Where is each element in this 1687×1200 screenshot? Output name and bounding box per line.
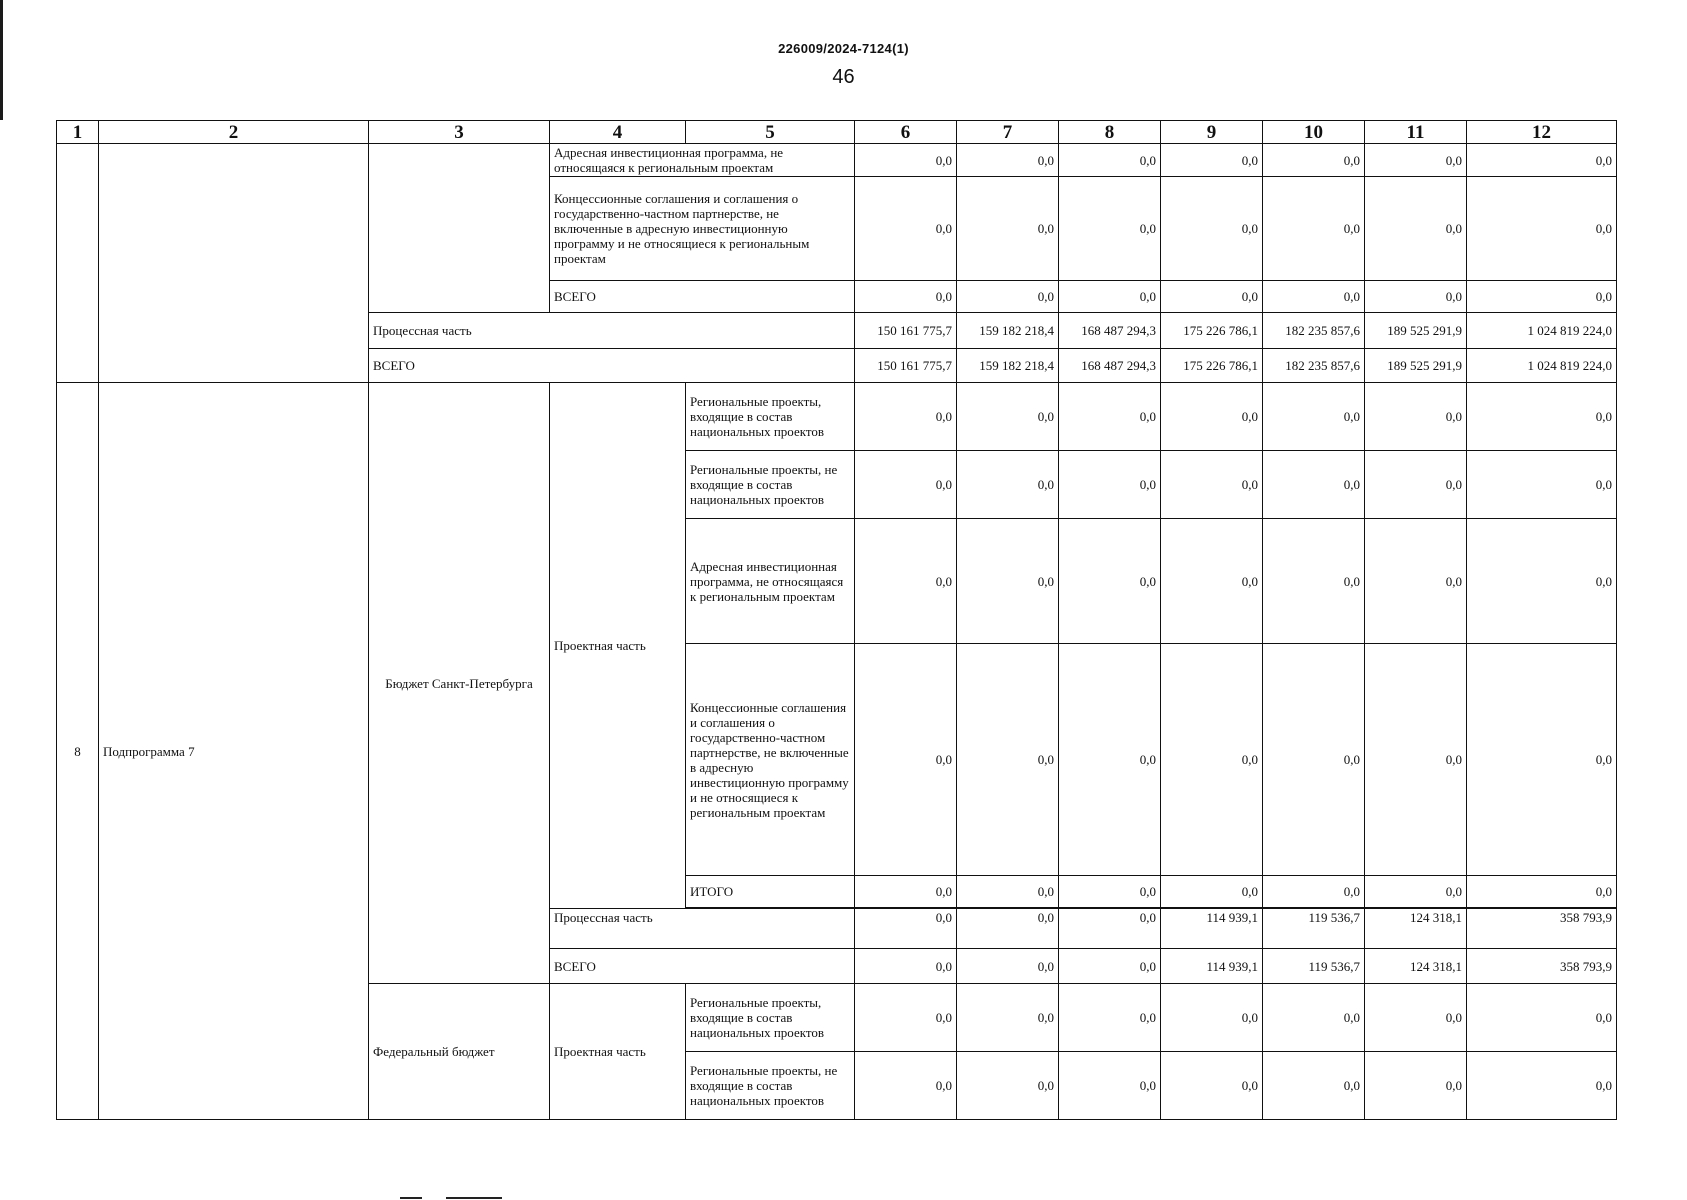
value-cell: 175 226 786,1 xyxy=(1161,313,1263,349)
value-cell: 150 161 775,7 xyxy=(855,349,957,383)
value-cell: 0,0 xyxy=(1161,1052,1263,1120)
value-cell: 0,0 xyxy=(1467,876,1617,908)
empty-cell xyxy=(99,144,369,383)
value-cell: 0,0 xyxy=(1365,177,1467,281)
document-number: 226009/2024-7124(1) xyxy=(778,41,909,56)
value-cell: 0,0 xyxy=(1365,519,1467,644)
value-cell: 0,0 xyxy=(1059,519,1161,644)
value-cell: 0,0 xyxy=(1161,281,1263,313)
value-cell: 0,0 xyxy=(1263,876,1365,908)
value-cell: 0,0 xyxy=(957,984,1059,1052)
row-label: Региональные проекты, не входящие в состав национальных проектов xyxy=(686,451,855,519)
value-cell: 0,0 xyxy=(855,876,957,908)
value-cell: 189 525 291,9 xyxy=(1365,313,1467,349)
empty-cell xyxy=(57,144,99,383)
value-cell: 0,0 xyxy=(957,519,1059,644)
col-header: 3 xyxy=(369,121,550,144)
value-cell: 358 793,9 xyxy=(1467,909,1617,949)
value-cell: 0,0 xyxy=(855,949,957,984)
value-cell: 0,0 xyxy=(1365,281,1467,313)
value-cell: 0,0 xyxy=(855,519,957,644)
value-cell: 0,0 xyxy=(855,281,957,313)
column-header-row xyxy=(57,121,1617,144)
value-cell: 0,0 xyxy=(855,1052,957,1120)
value-cell: 0,0 xyxy=(1059,451,1161,519)
col-header: 12 xyxy=(1467,121,1617,144)
value-cell: 0,0 xyxy=(855,451,957,519)
value-cell: 0,0 xyxy=(1467,984,1617,1052)
row-label: ВСЕГО xyxy=(550,281,855,313)
table-row xyxy=(57,383,1617,451)
value-cell: 0,0 xyxy=(957,949,1059,984)
value-cell: 0,0 xyxy=(957,281,1059,313)
value-cell: 150 161 775,7 xyxy=(855,313,957,349)
value-cell: 182 235 857,6 xyxy=(1263,313,1365,349)
value-cell: 0,0 xyxy=(1467,644,1617,876)
row-number: 8 xyxy=(57,383,99,1120)
value-cell: 0,0 xyxy=(1263,519,1365,644)
row-label: Концессионные соглашения и соглашения о государственно-частном партнерстве, не включенные в адресную инвестиционную программу и не относящиеся к региональным проектам xyxy=(550,177,855,281)
empty-cell xyxy=(369,144,550,313)
value-cell: 0,0 xyxy=(1161,984,1263,1052)
value-cell: 119 536,7 xyxy=(1263,949,1365,984)
scan-artifact-line xyxy=(446,1197,502,1199)
value-cell: 189 525 291,9 xyxy=(1365,349,1467,383)
value-cell: 124 318,1 xyxy=(1365,909,1467,949)
value-cell: 0,0 xyxy=(1467,451,1617,519)
page-number: 46 xyxy=(832,66,855,88)
value-cell: 0,0 xyxy=(1161,383,1263,451)
row-label: ВСЕГО xyxy=(550,949,855,984)
value-cell: 0,0 xyxy=(1365,1052,1467,1120)
value-cell: 0,0 xyxy=(1161,519,1263,644)
value-cell: 0,0 xyxy=(1059,281,1161,313)
value-cell: 0,0 xyxy=(1467,281,1617,313)
value-cell: 0,0 xyxy=(855,177,957,281)
budget-table xyxy=(56,120,1617,1120)
value-cell: 1 024 819 224,0 xyxy=(1467,313,1617,349)
value-cell: 0,0 xyxy=(957,144,1059,177)
value-cell: 124 318,1 xyxy=(1365,949,1467,984)
value-cell: 0,0 xyxy=(1059,1052,1161,1120)
value-cell: 0,0 xyxy=(957,876,1059,908)
value-cell: 0,0 xyxy=(957,1052,1059,1120)
value-cell: 0,0 xyxy=(1059,909,1161,949)
value-cell: 0,0 xyxy=(1263,383,1365,451)
value-cell: 0,0 xyxy=(1161,451,1263,519)
value-cell: 0,0 xyxy=(1059,949,1161,984)
value-cell: 0,0 xyxy=(1365,383,1467,451)
value-cell: 0,0 xyxy=(957,644,1059,876)
value-cell: 0,0 xyxy=(1365,451,1467,519)
value-cell: 0,0 xyxy=(1059,644,1161,876)
row-label: Процессная часть xyxy=(369,313,855,349)
value-cell: 0,0 xyxy=(1263,144,1365,177)
value-cell: 114 939,1 xyxy=(1161,909,1263,949)
value-cell: 0,0 xyxy=(1059,876,1161,908)
row-label: Концессионные соглашения и соглашения о государственно-частном партнерстве, не включенные в адресную инвестиционную программу и не относящиеся к региональным проектам xyxy=(686,644,855,876)
value-cell: 0,0 xyxy=(957,451,1059,519)
value-cell: 0,0 xyxy=(1365,876,1467,908)
value-cell: 0,0 xyxy=(855,909,957,949)
value-cell: 114 939,1 xyxy=(1161,949,1263,984)
value-cell: 0,0 xyxy=(957,909,1059,949)
value-cell: 0,0 xyxy=(1263,177,1365,281)
value-cell: 0,0 xyxy=(855,984,957,1052)
col-header: 2 xyxy=(99,121,369,144)
row-label: Региональные проекты, входящие в состав национальных проектов xyxy=(686,984,855,1052)
col-header: 8 xyxy=(1059,121,1161,144)
value-cell: 0,0 xyxy=(1263,644,1365,876)
col-header: 1 xyxy=(57,121,99,144)
row-label: ВСЕГО xyxy=(369,349,855,383)
row-label: Процессная часть xyxy=(550,909,855,949)
scan-artifact-line xyxy=(400,1197,422,1199)
budget-source: Бюджет Санкт-Петербурга xyxy=(369,383,550,984)
value-cell: 0,0 xyxy=(1059,383,1161,451)
value-cell: 0,0 xyxy=(957,383,1059,451)
value-cell: 159 182 218,4 xyxy=(957,313,1059,349)
value-cell: 0,0 xyxy=(1059,144,1161,177)
value-cell: 0,0 xyxy=(1467,383,1617,451)
col-header: 7 xyxy=(957,121,1059,144)
value-cell: 168 487 294,3 xyxy=(1059,349,1161,383)
value-cell: 1 024 819 224,0 xyxy=(1467,349,1617,383)
value-cell: 0,0 xyxy=(1467,177,1617,281)
value-cell: 168 487 294,3 xyxy=(1059,313,1161,349)
row-label: Адресная инвестиционная программа, не относящаяся к региональным проектам xyxy=(550,144,855,177)
value-cell: 119 536,7 xyxy=(1263,909,1365,949)
col-header: 6 xyxy=(855,121,957,144)
col-header: 5 xyxy=(686,121,855,144)
value-cell: 0,0 xyxy=(855,383,957,451)
table-row xyxy=(57,144,1617,177)
value-cell: 175 226 786,1 xyxy=(1161,349,1263,383)
value-cell: 0,0 xyxy=(1059,177,1161,281)
value-cell: 0,0 xyxy=(1059,984,1161,1052)
value-cell: 159 182 218,4 xyxy=(957,349,1059,383)
value-cell: 0,0 xyxy=(1365,984,1467,1052)
value-cell: 0,0 xyxy=(1365,644,1467,876)
col-header: 10 xyxy=(1263,121,1365,144)
value-cell: 0,0 xyxy=(1263,984,1365,1052)
value-cell: 0,0 xyxy=(1161,144,1263,177)
value-cell: 0,0 xyxy=(957,177,1059,281)
value-cell: 0,0 xyxy=(1467,144,1617,177)
value-cell: 182 235 857,6 xyxy=(1263,349,1365,383)
project-part-label: Проектная часть xyxy=(550,984,686,1120)
subprogram-name: Подпрограмма 7 xyxy=(99,383,369,1120)
value-cell: 0,0 xyxy=(1365,144,1467,177)
value-cell: 0,0 xyxy=(1161,177,1263,281)
row-label: Региональные проекты, входящие в состав национальных проектов xyxy=(686,383,855,451)
value-cell: 0,0 xyxy=(1161,876,1263,908)
col-header: 4 xyxy=(550,121,686,144)
scan-edge xyxy=(0,0,3,120)
value-cell: 0,0 xyxy=(855,144,957,177)
row-label: Региональные проекты, не входящие в состав национальных проектов xyxy=(686,1052,855,1120)
value-cell: 0,0 xyxy=(1467,519,1617,644)
value-cell: 0,0 xyxy=(1467,1052,1617,1120)
col-header: 11 xyxy=(1365,121,1467,144)
budget-source: Федеральный бюджет xyxy=(369,984,550,1120)
col-header: 9 xyxy=(1161,121,1263,144)
row-label: ИТОГО xyxy=(686,876,855,908)
value-cell: 0,0 xyxy=(1161,644,1263,876)
value-cell: 0,0 xyxy=(1263,281,1365,313)
row-label: Адресная инвестиционная программа, не относящаяся к региональным проектам xyxy=(686,519,855,644)
value-cell: 0,0 xyxy=(1263,1052,1365,1120)
value-cell: 0,0 xyxy=(1263,451,1365,519)
project-part-label: Проектная часть xyxy=(550,383,686,909)
value-cell: 358 793,9 xyxy=(1467,949,1617,984)
value-cell: 0,0 xyxy=(855,644,957,876)
